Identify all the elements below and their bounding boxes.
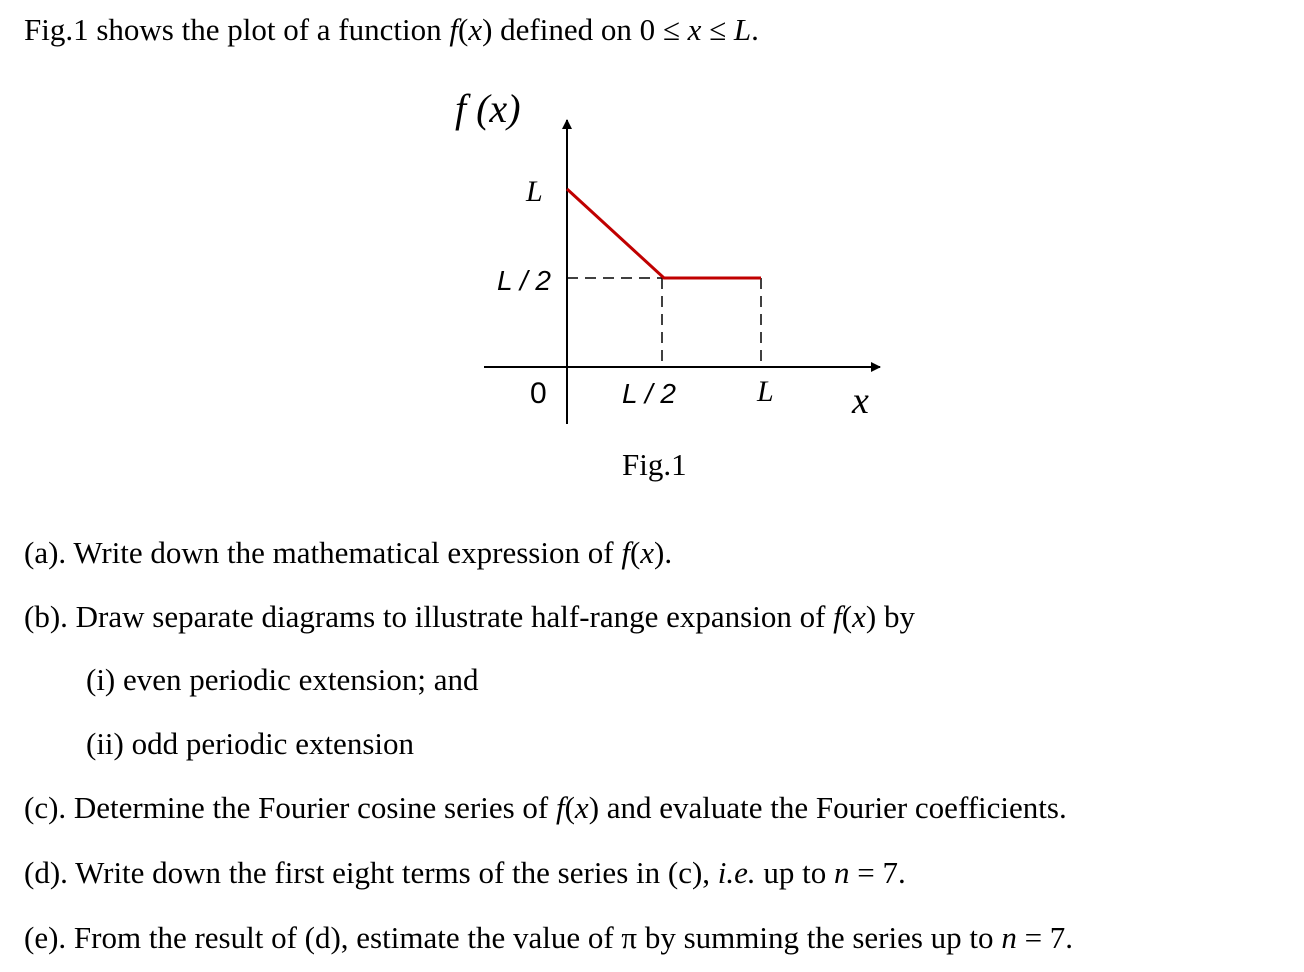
y-tick-L: L	[526, 175, 543, 208]
function-curve	[567, 189, 761, 278]
x-axis-label: x	[852, 380, 869, 422]
question-c: (c). Determine the Fourier cosine series of f(x) and evaluate the Fourier coefficients.	[24, 790, 1067, 825]
y-tick-L-half: L / 2	[497, 265, 551, 296]
figure-caption: Fig.1	[622, 447, 687, 482]
question-b-ii: (ii) odd periodic extension	[86, 726, 414, 761]
intro-text: Fig.1 shows the plot of a function f(x) defined on 0 ≤ x ≤ L.	[24, 12, 759, 47]
y-axis-label: f (x)	[455, 86, 521, 131]
question-a: (a). Write down the mathematical expression of f(x).	[24, 535, 673, 570]
question-d: (d). Write down the first eight terms of the series in (c), i.e. up to n = 7.	[24, 855, 906, 890]
x-tick-L: L	[757, 375, 774, 408]
question-b-i: (i) even periodic extension; and	[86, 662, 479, 697]
question-e: (e). From the result of (d), estimate the value of π by summing the series up to n = 7.	[24, 920, 1074, 955]
x-tick-L-half: L / 2	[622, 378, 676, 409]
question-b: (b). Draw separate diagrams to illustrate half-range expansion of f(x) by	[24, 599, 915, 634]
x-tick-0: 0	[530, 377, 547, 410]
